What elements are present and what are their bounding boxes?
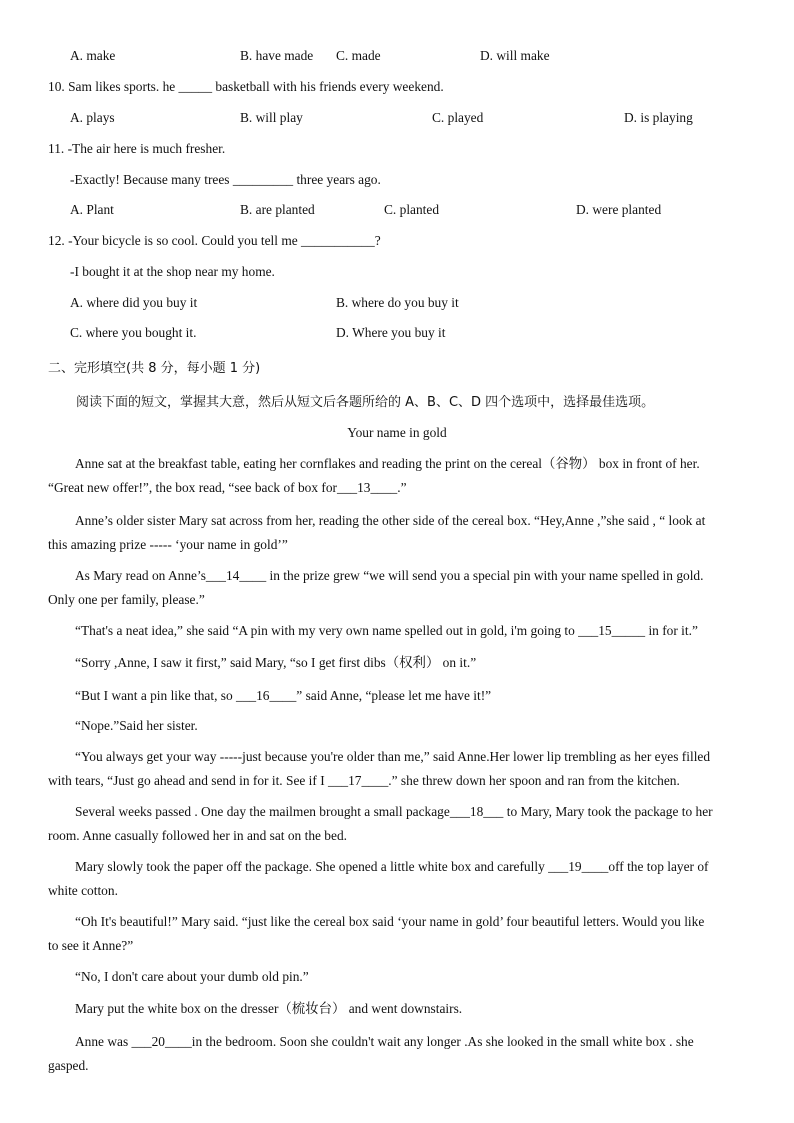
paragraph-line: As Mary read on Anne’s___14____ in the prize grew “we will send you a special pin with your name spelled in gold. xyxy=(75,568,704,583)
passage-paragraph-14 xyxy=(48,1030,748,1078)
section-heading: 二、完形填空(共 8 分，每小题 1 分) xyxy=(48,361,261,376)
paragraph-line: “But I want a pin like that, so ___16____” said Anne, “please let me have it!” xyxy=(75,688,492,703)
paragraph-line: “Oh It's beautiful!” Mary said. “just like the cereal box said ‘your name in gold’ four beautiful letters. Would you like xyxy=(75,914,705,929)
paragraph-line: Anne sat at the breakfast table, eating her cornflakes and reading the print on the cereal（谷物） box in front of her. xyxy=(75,456,700,471)
q9-option-a: A. make xyxy=(70,48,116,63)
paragraph-line: Mary slowly took the paper off the package. She opened a little white box and carefully ___19____off the top layer of xyxy=(75,859,709,874)
q10-stem: 10. Sam likes sports. he _____ basketball with his friends every weekend. xyxy=(48,79,444,94)
q10-option-a: A. plays xyxy=(70,110,115,125)
q12-option-a: A. where did you buy it xyxy=(70,295,198,310)
paragraph-line: “Great new offer!”, the box read, “see back of box for___13____.” xyxy=(48,480,407,495)
paragraph-line: Mary put the white box on the dresser（梳妆台） and went downstairs. xyxy=(75,1001,463,1016)
paragraph-line: Several weeks passed . One day the mailmen brought a small package___18___ to Mary, Mary took the package to her xyxy=(75,804,713,819)
passage-paragraph-9 xyxy=(48,800,748,848)
passage-paragraph-3 xyxy=(48,564,748,612)
passage-paragraph-6 xyxy=(48,684,748,708)
q12-response: -I bought it at the shop near my home. xyxy=(70,264,275,279)
paragraph-line: Anne was ___20____in the bedroom. Soon she couldn't wait any longer .As she looked in the small white box . she xyxy=(75,1034,694,1049)
passage-paragraph-13 xyxy=(48,997,748,1021)
q10-option-d: D. is playing xyxy=(624,110,693,125)
q10-option-c: C. played xyxy=(432,110,484,125)
paragraph-line: this amazing prize ----- ‘your name in gold’” xyxy=(48,537,288,552)
q9-option-b: B. have made xyxy=(240,48,314,63)
q11-option-a: A. Plant xyxy=(70,202,114,217)
q11-option-d: D. were planted xyxy=(576,202,662,217)
passage-paragraph-12 xyxy=(48,965,748,989)
q11-option-b: B. are planted xyxy=(240,202,315,217)
paragraph-line: to see it Anne?” xyxy=(48,938,134,953)
passage-paragraph-4 xyxy=(48,619,748,643)
passage-paragraph-7 xyxy=(48,714,748,738)
passage-paragraph-1 xyxy=(48,452,748,500)
q12-option-b: B. where do you buy it xyxy=(336,295,459,310)
paragraph-line: with tears, “Just go ahead and send in for it. See if I ___17____.” she threw down her spoon and ran from the kitchen. xyxy=(48,773,680,788)
q12-option-d: D. Where you buy it xyxy=(336,325,446,340)
paragraph-line: “That's a neat idea,” she said “A pin with my very own name spelled out in gold, i'm going to ___15_____ in for it.” xyxy=(75,623,698,638)
q11-response: -Exactly! Because many trees _________ three years ago. xyxy=(70,172,381,187)
paragraph-line: “No, I don't care about your dumb old pin.” xyxy=(75,969,309,984)
passage-paragraph-8 xyxy=(48,745,748,793)
paragraph-line: “Sorry ,Anne, I saw it first,” said Mary, “so I get first dibs（权利） on it.” xyxy=(75,655,477,670)
paragraph-line: white cotton. xyxy=(48,883,118,898)
q10-option-b: B. will play xyxy=(240,110,303,125)
q9-option-d: D. will make xyxy=(480,48,550,63)
passage-paragraph-5 xyxy=(48,651,748,675)
passage-paragraph-11 xyxy=(48,910,748,958)
q12-stem: 12. -Your bicycle is so cool. Could you tell me ___________? xyxy=(48,233,381,248)
passage-title: Your name in gold xyxy=(347,425,447,440)
paragraph-line: “You always get your way -----just because you're older than me,” said Anne.Her lower lip trembling as her eyes filled xyxy=(75,749,711,764)
passage-paragraph-2 xyxy=(48,509,748,557)
paragraph-line: Anne’s older sister Mary sat across from her, reading the other side of the cereal box. “Hey,Anne ,”she said , “ look at xyxy=(75,513,706,528)
passage-paragraph-10 xyxy=(48,855,748,903)
q11-option-c: C. planted xyxy=(384,202,440,217)
q9-option-c: C. made xyxy=(336,48,381,63)
q11-stem: 11. -The air here is much fresher. xyxy=(48,141,226,156)
paragraph-line: room. Anne casually followed her in and sat on the bed. xyxy=(48,828,347,843)
paragraph-line: Only one per family, please.” xyxy=(48,592,205,607)
q12-option-c: C. where you bought it. xyxy=(70,325,197,340)
paragraph-line: “Nope.”Said her sister. xyxy=(75,718,198,733)
section-instruction: 阅读下面的短文，掌握其大意，然后从短文后各题所给的 A、B、C、D 四个选项中，选择最佳选项。 xyxy=(76,395,655,410)
paragraph-line: gasped. xyxy=(48,1058,89,1073)
